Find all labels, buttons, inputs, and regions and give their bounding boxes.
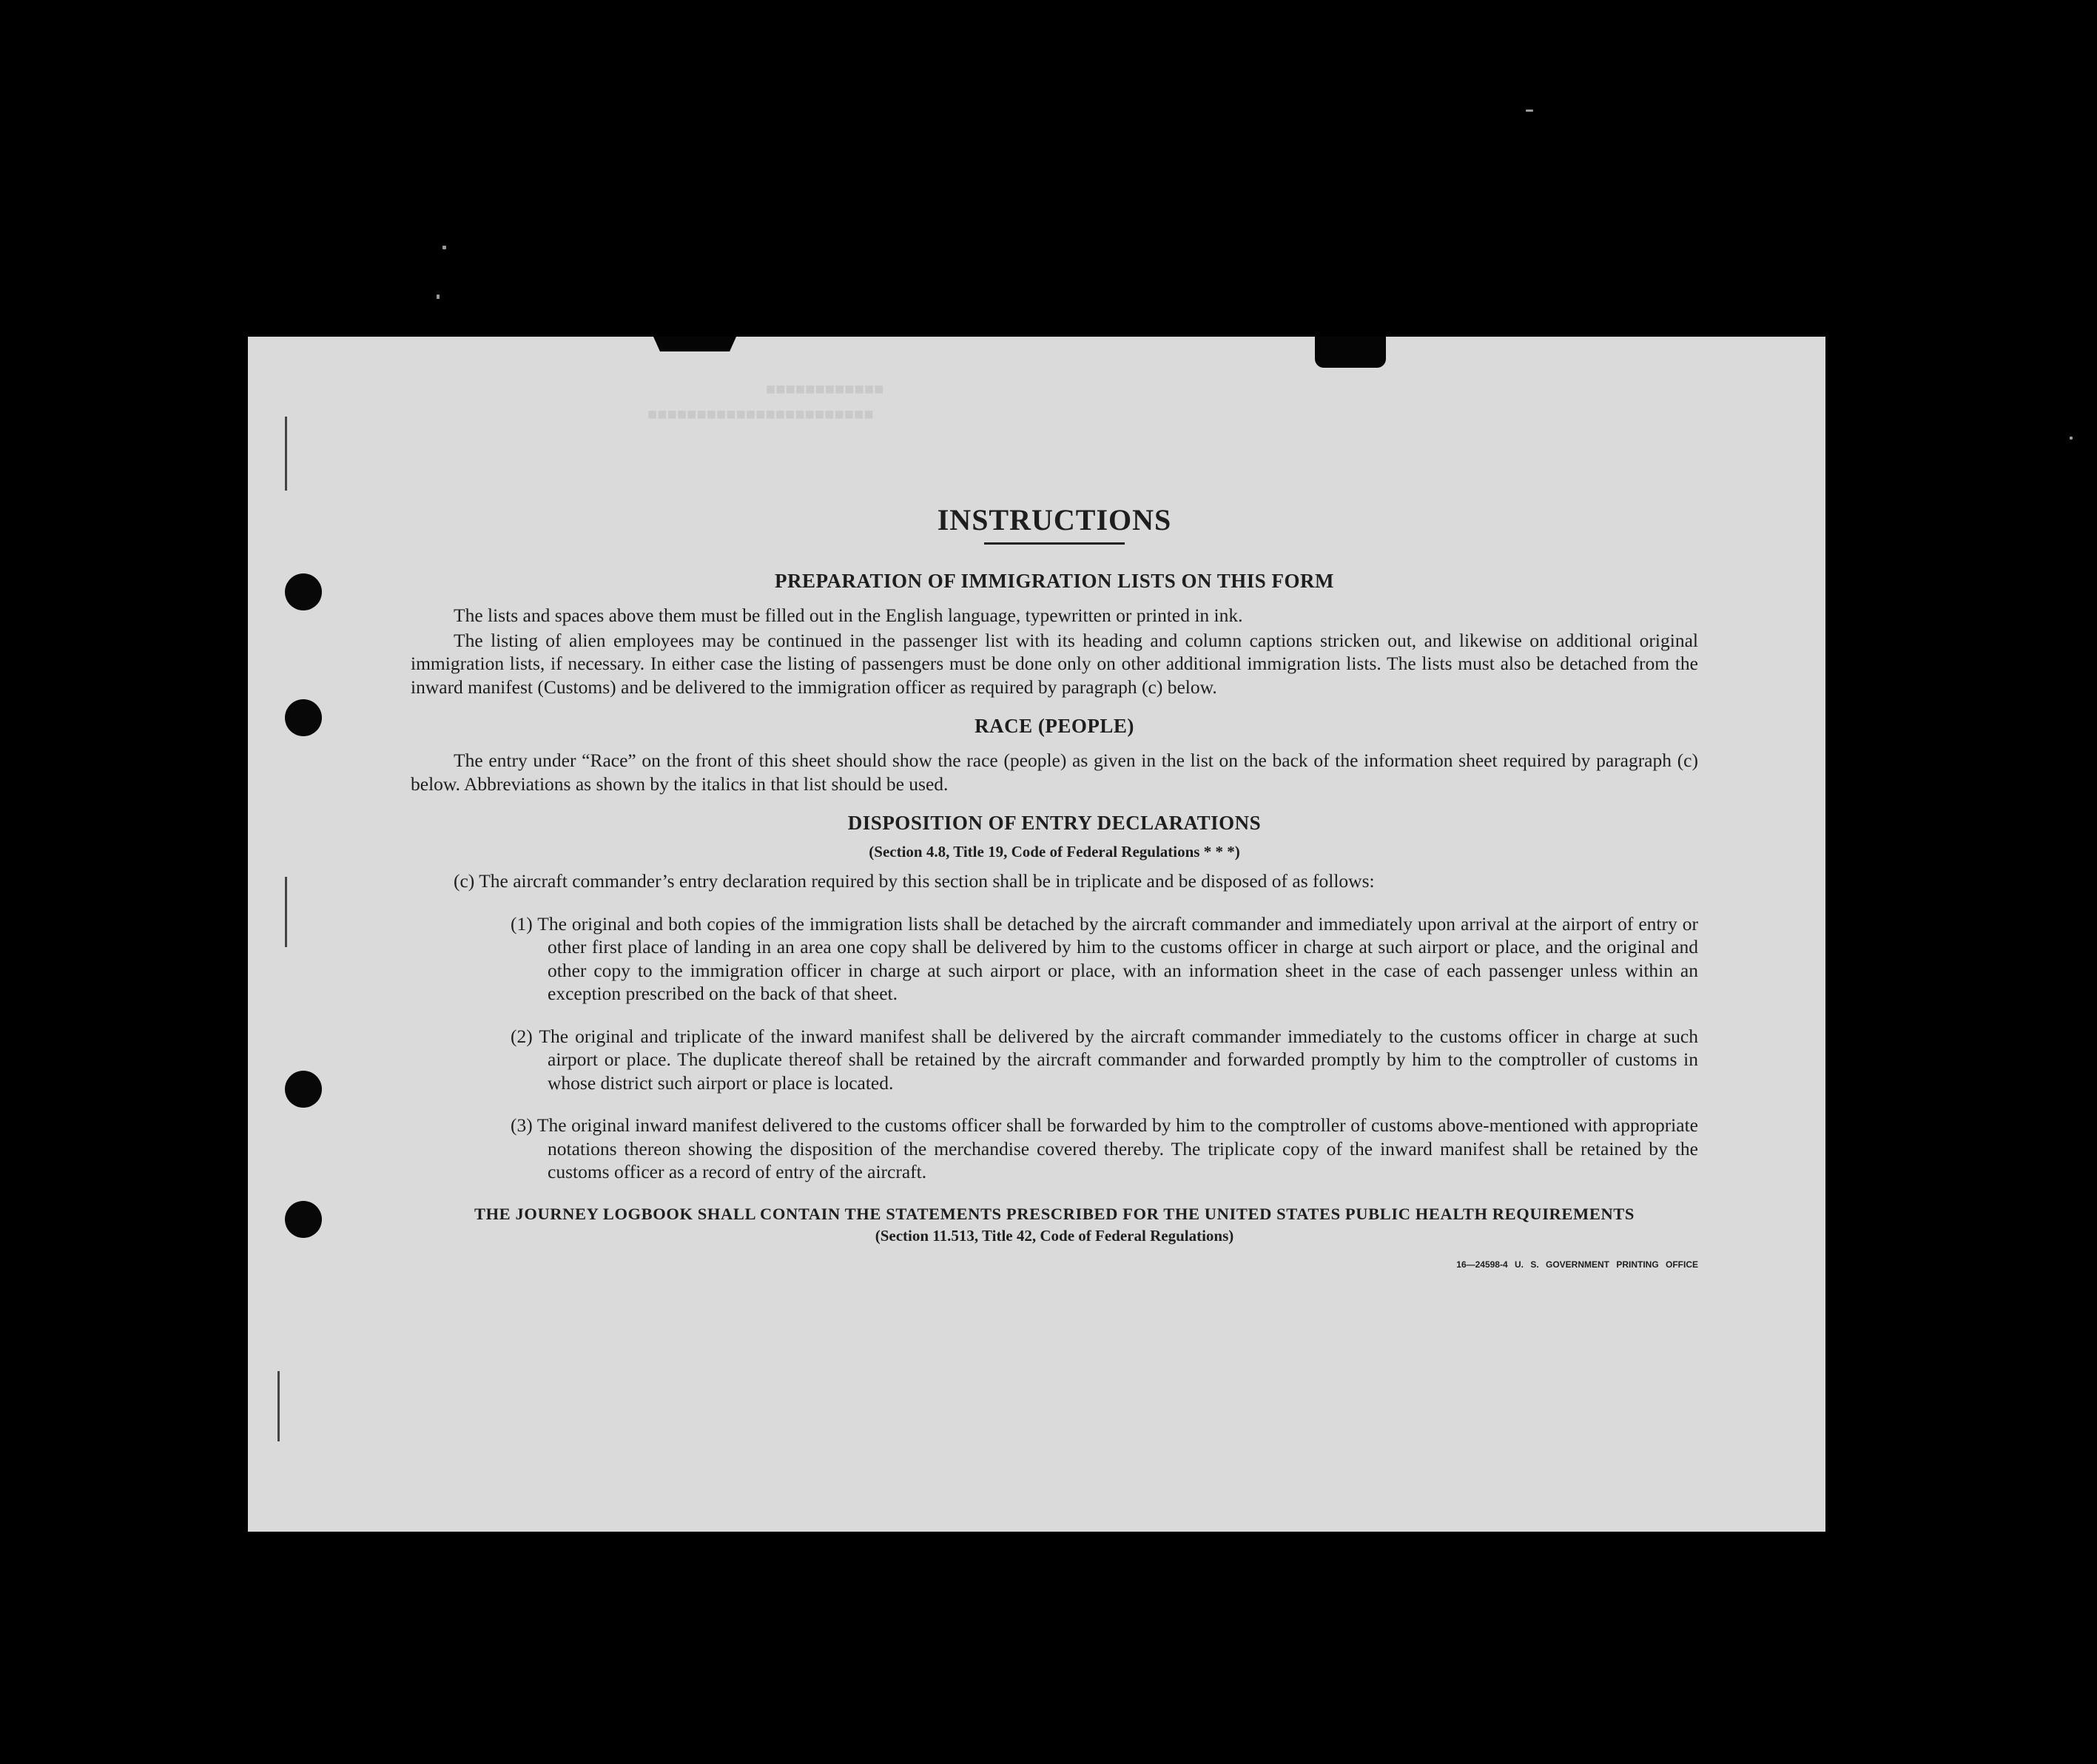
disposition-heading: DISPOSITION OF ENTRY DECLARATIONS (847, 812, 1262, 834)
scan-dust (442, 246, 446, 249)
instructions-content (411, 499, 1698, 1270)
punch-hole (285, 573, 322, 610)
punch-hole (285, 699, 322, 736)
preparation-paragraph-1: The lists and spaces above them must be filled out in the English language, typewritten or printed in ink. (454, 605, 1243, 626)
race-paragraph: The entry under “Race” on the front of this sheet should show the race (people) as given in the list on the back of the information sheet required by paragraph (c) below. Abbreviations as shown by the italics in that list should be used. (411, 750, 1698, 795)
bleed-through-text: ■■■■■■■■■■■■ (766, 380, 884, 398)
margin-mark (285, 877, 287, 947)
footer-heading: THE JOURNEY LOGBOOK SHALL CONTAIN THE STATEMENTS PRESCRIBED FOR THE UNITED STATES PUBLIC HEALTH REQUIREMENTS (474, 1204, 1635, 1223)
punch-hole (285, 1201, 322, 1238)
scan-dust (2070, 437, 2073, 440)
scan-dust (1526, 110, 1533, 112)
race-heading: RACE (PEOPLE) (975, 715, 1134, 737)
page-notch (1315, 337, 1386, 368)
margin-mark (285, 417, 287, 491)
page-notch (653, 337, 736, 351)
title-rule (984, 542, 1125, 545)
scan-dust (437, 294, 440, 299)
document-page (248, 337, 1825, 1532)
disposition-item-1: (1) The original and both copies of the immigration lists shall be detached by the aircraft commander and immediately upon arrival at the airport of entry or other first place of landing in an area one copy shall be delivered by him to the customs officer in charge at such airport or place, and the original and other copy to the immigration officer in charge at such airport or place, with an information sheet in the case of each passenger unless within an exception prescribed on the back of that sheet. (511, 912, 1698, 1004)
bleed-through-text: ■■■■■■■■■■■■■■■■■■■■■■■ (647, 405, 874, 423)
print-code: 16—24598-4 U. S. GOVERNMENT PRINTING OFFICE (1456, 1259, 1698, 1270)
footer-citation: (Section 11.513, Title 42, Code of Federal Regulations) (875, 1226, 1234, 1245)
disposition-citation: (Section 4.8, Title 19, Code of Federal Regulations * * *) (869, 843, 1240, 861)
preparation-heading: PREPARATION OF IMMIGRATION LISTS ON THIS FORM (774, 570, 1335, 592)
page-title: INSTRUCTIONS (937, 503, 1172, 536)
disposition-item-3: (3) The original inward manifest delivered to the customs officer shall be forwarded by him to the comptroller of customs above-mentioned with appropriate notations thereon showing the disposition of the merchandise covered thereby. The triplicate copy of the inward manifest shall be retained by the customs officer as a record of entry of the aircraft. (511, 1114, 1698, 1182)
disposition-item-2: (2) The original and triplicate of the inward manifest shall be delivered by the aircraft commander immediately to the customs officer in charge at such airport or place. The duplicate thereof shall be retained by the aircraft commander and forwarded promptly by him to the comptroller of customs in whose district such airport or place is located. (511, 1025, 1698, 1094)
punch-hole (285, 1071, 322, 1108)
margin-mark (277, 1371, 280, 1441)
disposition-intro: (c) The aircraft commander’s entry declaration required by this section shall be in triplicate and be disposed of as follows: (454, 870, 1375, 892)
preparation-paragraph-2: The listing of alien employees may be continued in the passenger list with its heading and column captions stricken out, and likewise on additional original immigration lists, if necessary. In either case the listing of passengers must be done only on other additional immigration lists. The lists must also be detached from the inward manifest (Customs) and be delivered to the immigration officer as required by paragraph (c) below. (411, 629, 1698, 698)
